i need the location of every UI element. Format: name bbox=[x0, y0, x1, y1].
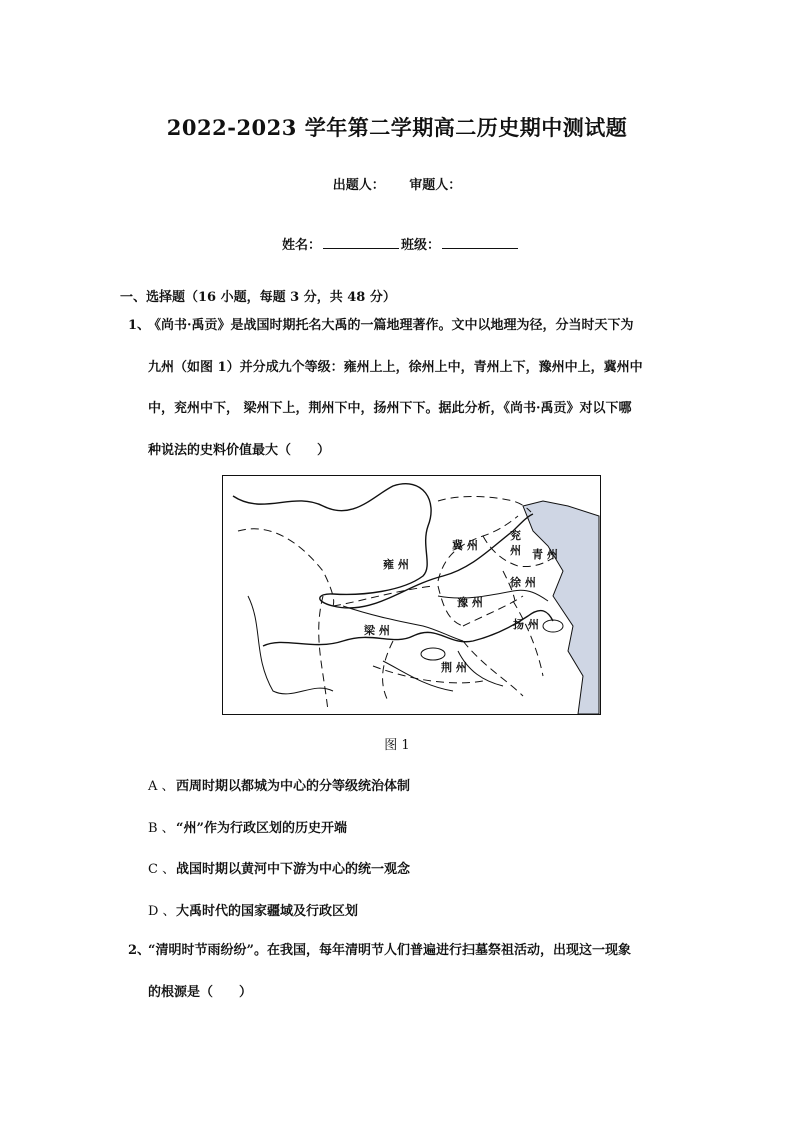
question-1-line-4: 种说法的史料价值最大（ ） bbox=[148, 443, 331, 458]
question-2-number: 2、 bbox=[128, 943, 151, 958]
question-2-line-2: 的根源是（ ） bbox=[148, 985, 253, 1000]
label-ji: 冀 州 bbox=[452, 539, 478, 552]
question-1-line-3: 中，兖州中下， 梁州下上，荆州下中，扬州下下。据此分析，《尚书·禹贡》对以下哪 bbox=[148, 401, 632, 416]
class-label: 班级： bbox=[401, 238, 441, 253]
page-title: 2022-2023 学年第二学期高二历史期中测试题 bbox=[166, 115, 628, 140]
sea-area bbox=[523, 501, 599, 714]
yangtze-river bbox=[263, 611, 553, 646]
map-drawing bbox=[223, 476, 600, 714]
label-yan-top: 兖 bbox=[510, 529, 521, 542]
option-d-letter: D 、 bbox=[148, 904, 176, 919]
lake-dongting bbox=[421, 648, 445, 660]
option-b-letter: B 、 bbox=[148, 821, 175, 836]
authors-line bbox=[0, 174, 794, 193]
option-a-text: 西周时期以都城为中心的分等级统治体制 bbox=[176, 779, 411, 794]
question-1-line-2: 九州（如图 1）并分成九个等级：雍州上上，徐州上中，青州上下，豫州中上，冀州中 bbox=[148, 360, 643, 375]
label-qing: 青 州 bbox=[532, 548, 558, 561]
option-c[interactable] bbox=[148, 858, 410, 877]
label-xu: 徐 州 bbox=[510, 576, 536, 589]
option-c-letter: C 、 bbox=[148, 862, 176, 877]
class-blank[interactable] bbox=[442, 236, 518, 249]
label-jing: 荆 州 bbox=[441, 661, 467, 674]
figure-caption: 图 1 bbox=[384, 738, 410, 753]
setter-label: 出题人： bbox=[332, 178, 385, 193]
label-yang: 扬 州 bbox=[513, 618, 539, 631]
label-yan-bottom: 州 bbox=[510, 544, 521, 557]
name-blank[interactable] bbox=[323, 236, 399, 249]
section-heading: 一、选择题（16 小题，每题 3 分，共 48 分） bbox=[120, 290, 396, 305]
nine-provinces-map bbox=[222, 475, 601, 715]
option-c-text: 战国时期以黄河中下游为中心的统一观念 bbox=[176, 862, 411, 877]
label-yong: 雍 州 bbox=[383, 558, 409, 571]
student-info-row bbox=[282, 234, 520, 253]
question-1-number: 1、 bbox=[128, 318, 151, 333]
lake-taihu bbox=[543, 620, 563, 632]
option-d[interactable] bbox=[148, 900, 358, 919]
han-river bbox=[343, 606, 463, 641]
yellow-river bbox=[233, 484, 533, 608]
province-borders bbox=[238, 496, 553, 711]
option-a[interactable] bbox=[148, 775, 410, 794]
option-d-text: 大禹时代的国家疆域及行政区划 bbox=[176, 904, 359, 919]
option-b-text: “州”作为行政区划的历史开端 bbox=[176, 821, 347, 836]
huai-river bbox=[438, 590, 548, 601]
label-liang: 梁 州 bbox=[364, 624, 390, 637]
name-label: 姓名： bbox=[282, 238, 322, 253]
option-b[interactable] bbox=[148, 817, 347, 836]
question-1-line-1: 《尚书·禹贡》是战国时期托名大禹的一篇地理著作。文中以地理为径，分当时天下为 bbox=[148, 318, 634, 333]
question-2-line-1: “清明时节雨纷纷”。在我国，每年清明节人们普遍进行扫墓祭祖活动，出现这一现象 bbox=[148, 943, 631, 958]
label-yu: 豫 州 bbox=[457, 596, 483, 609]
reviewer-label: 审题人： bbox=[409, 178, 462, 193]
option-a-letter: A 、 bbox=[148, 779, 175, 794]
